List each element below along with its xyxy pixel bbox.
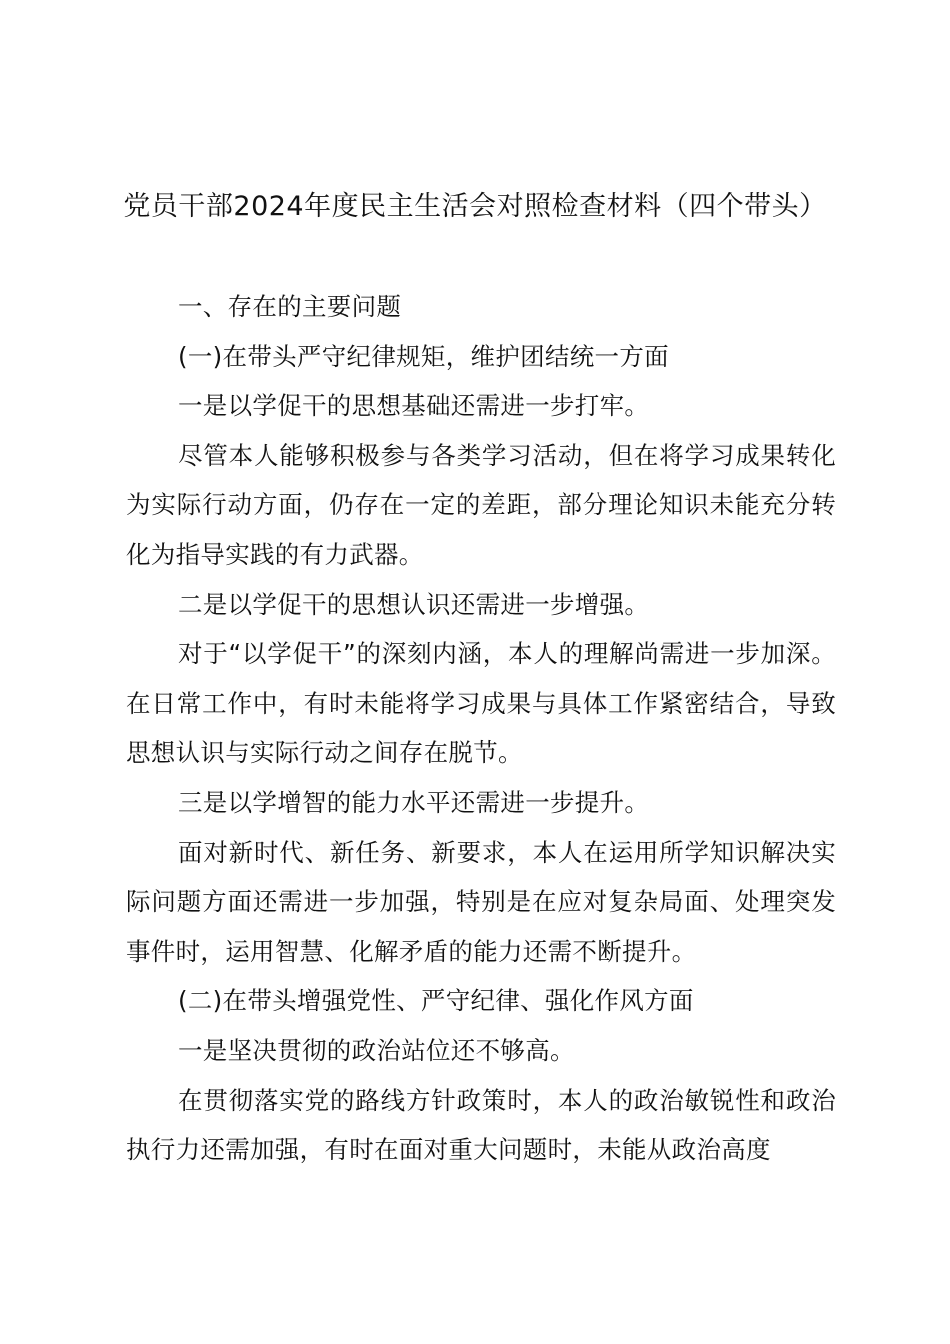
document-title: 党员干部2024年度民主生活会对照检查材料（四个带头）	[123, 191, 827, 222]
point-heading: 一是坚决贯彻的政治站位还不够高。	[178, 1035, 575, 1065]
body-paragraph: 对于“以学促干”的深刻内涵，本人的理解尚需进一步加深。在日常工作中，有时未能将学习成果与具体工作紧密结合，导致思想认识与实际行动之间存在脱节。	[126, 639, 836, 768]
section-heading: 一、存在的主要问题	[178, 292, 402, 321]
point-heading: 三是以学增智的能力水平还需进一步提升。	[178, 787, 650, 817]
point-heading: 二是以学促干的思想认识还需进一步增强。	[178, 589, 650, 619]
subsection-heading: (二)在带头增强党性、严守纪律、强化作风方面	[178, 986, 694, 1016]
document-body	[126, 282, 836, 1175]
point-heading: 一是以学促干的思想基础还需进一步打牢。	[178, 391, 650, 421]
body-paragraph: 面对新时代、新任务、新要求，本人在运用所学知识解决实际问题方面还需进一步加强，特别是在应对复杂局面、处理突发事件时，运用智慧、化解矛盾的能力还需不断提升。	[126, 837, 836, 966]
subsection-heading: (一)在带头严守纪律规矩，维护团结统一方面	[178, 341, 669, 371]
body-paragraph: 尽管本人能够积极参与各类学习活动，但在将学习成果转化为实际行动方面，仍存在一定的差距，部分理论知识未能充分转化为指导实践的有力武器。	[126, 440, 836, 569]
body-paragraph: 在贯彻落实党的路线方针政策时，本人的政治敏锐性和政治执行力还需加强，有时在面对重大问题时，未能从政治高度	[126, 1085, 836, 1165]
